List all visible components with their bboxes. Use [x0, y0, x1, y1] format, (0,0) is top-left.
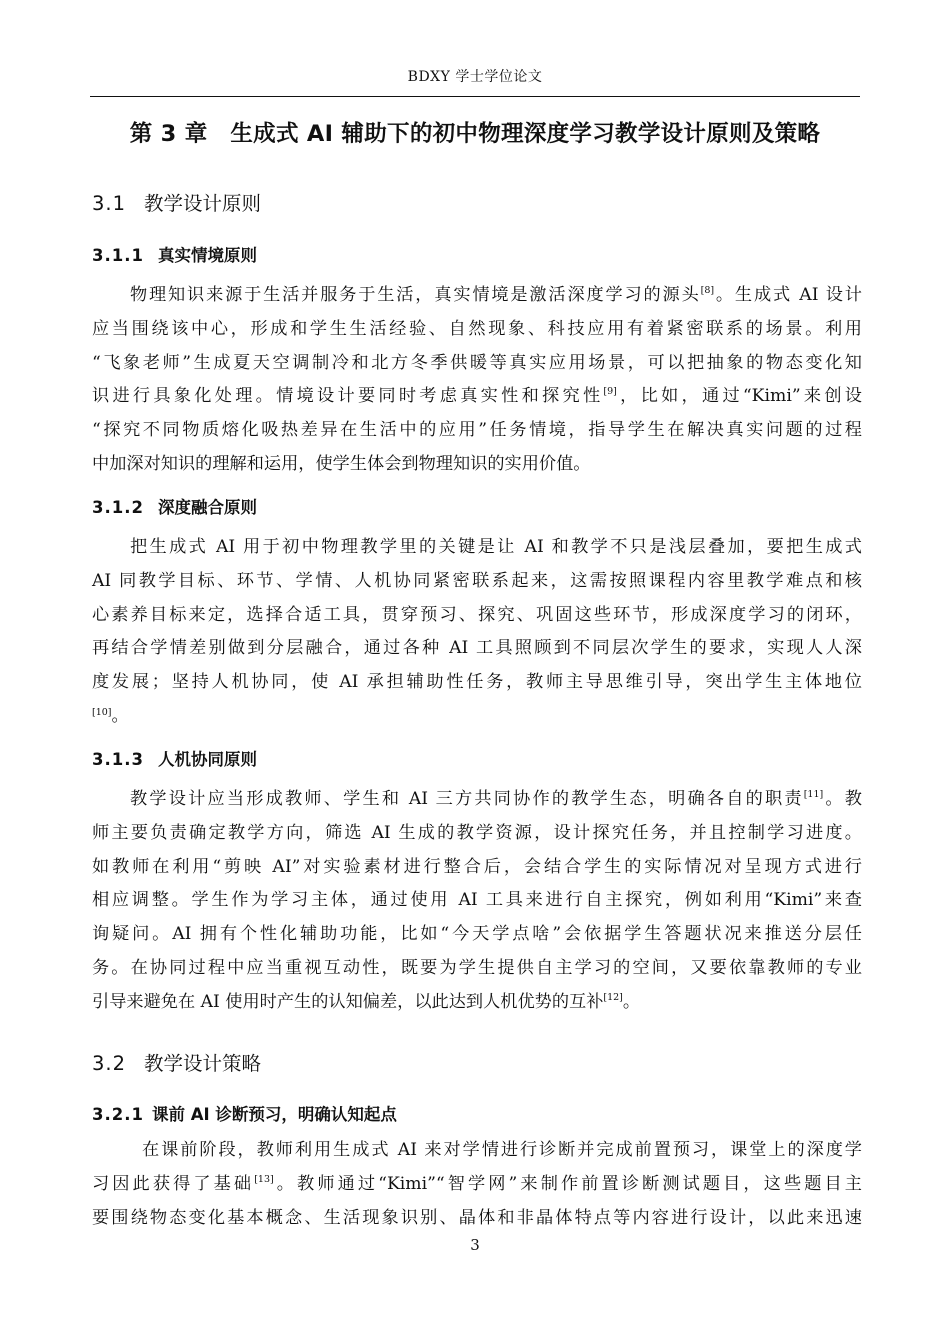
citation: [11]	[803, 789, 824, 800]
citation: [9]	[603, 386, 617, 398]
header-rule	[90, 96, 860, 97]
paragraph-line: “飞象老师”生成夏天空调制冷和北方冬季供暖等真实应用场景，可以把抽象的物态变化知	[92, 352, 862, 373]
subsection-heading-3-1-3	[92, 746, 257, 770]
subsection-number: 3.2.1	[92, 1105, 144, 1124]
paragraph-line: 务。在协同过程中应当重视互动性，既要为学生提供自主学习的空间，又要依靠教师的专业	[92, 957, 862, 978]
paragraph-line: AI 同教学目标、环节、学情、人机协同紧密联系起来，这需按照课程内容里教学难点和核	[92, 570, 862, 591]
subsection-heading-3-1-1	[92, 242, 257, 266]
citation: [12]	[603, 991, 623, 1003]
section-heading-3-2	[92, 1048, 261, 1076]
paragraph-3-1-2	[92, 531, 862, 734]
paragraph-line: “探究不同物质熔化吸热差异在生活中的应用”任务情境，指导学生在解决真实问题的过程	[92, 420, 862, 441]
section-number: 3.1	[92, 192, 127, 215]
paragraph-3-1-1	[92, 279, 862, 482]
page-number: 3	[470, 1236, 480, 1254]
citation: [10]	[92, 706, 112, 718]
subsection-number: 3.1.1	[92, 246, 144, 265]
paragraph-line: 度发展；坚持人机协同，使 AI 承担辅助性任务，教师主导思维引导，突出学生主体地位	[92, 672, 862, 693]
subsection-number: 3.1.2	[92, 498, 144, 517]
paragraph-line: 识进行具象化处理。情境设计要同时考虑真实性和探究性[9]，比如，通过“Kimi”来创设	[92, 386, 862, 407]
paragraph-line: 询疑问。AI 拥有个性化辅助功能，比如“今天学点啥”会依据学生答题状况来推送分层任	[92, 924, 862, 945]
subsection-title: 人机协同原则	[157, 750, 257, 769]
paragraph-line: [10]。	[92, 705, 129, 726]
subsection-heading-3-2-1	[92, 1101, 397, 1125]
paragraph-3-2-1	[92, 1134, 862, 1235]
paragraph-line: 如教师在利用“剪映 AI”对实验素材进行整合后，会结合学生的实际情况对呈现方式进行	[92, 856, 862, 877]
paragraph-line: 要围绕物态变化基本概念、生活现象识别、晶体和非晶体特点等内容进行设计，以此来迅速	[92, 1207, 862, 1228]
subsection-title: 课前 AI 诊断预习，明确认知起点	[151, 1105, 397, 1124]
section-title: 教学设计策略	[144, 1052, 262, 1075]
paragraph-line: 物理知识来源于生活并服务于生活，真实情境是激活深度学习的源头[8]。生成式 AI 设计	[130, 285, 862, 305]
citation: [8]	[700, 285, 715, 296]
paragraph-3-1-3	[92, 783, 862, 1020]
paragraph-line: 相应调整。学生作为学习主体，通过使用 AI 工具来进行自主探究，例如利用“Kimi”来查	[92, 890, 862, 911]
paragraph-line: 师主要负责确定教学方向，筛选 AI 生成的教学资源，设计探究任务，并且控制学习进度。	[92, 822, 862, 843]
running-header: BDXY 学士学位论文	[407, 69, 543, 85]
paragraph-line: 引导来避免在 AI 使用时产生的认知偏差，以此达到人机优势的互补[12]。	[92, 991, 641, 1012]
paragraph-line: 中加深对知识的理解和运用，使学生体会到物理知识的实用价值。	[92, 453, 591, 474]
paragraph-line: 再结合学情差别做到分层融合，通过各种 AI 工具照顾到不同层次学生的要求，实现人人深	[92, 638, 862, 659]
section-heading-3-1	[92, 188, 261, 216]
paragraph-line: 在课前阶段，教师利用生成式 AI 来对学情进行诊断并完成前置预习，课堂上的深度学	[142, 1140, 862, 1160]
paragraph-line: 应当围绕该中心，形成和学生生活经验、自然现象、科技应用有着紧密联系的场景。利用	[92, 318, 862, 339]
subsection-heading-3-1-2	[92, 494, 257, 518]
paragraph-line: 教学设计应当形成教师、学生和 AI 三方共同协作的教学生态，明确各自的职责[11]。教	[130, 789, 862, 809]
subsection-title: 真实情境原则	[157, 246, 257, 265]
paragraph-line: 习因此获得了基础[13]。教师通过“Kimi”“智学网”来制作前置诊断测试题目，这些题目主	[92, 1173, 862, 1194]
section-number: 3.2	[92, 1052, 127, 1075]
paragraph-line: 心素养目标来定，选择合适工具，贯穿预习、探究、巩固这些环节，形成深度学习的闭环，	[92, 604, 862, 625]
chapter-title: 第 3 章 生成式 AI 辅助下的初中物理深度学习教学设计原则及策略	[129, 121, 821, 147]
citation: [13]	[254, 1173, 274, 1185]
subsection-title: 深度融合原则	[157, 498, 257, 517]
section-title: 教学设计原则	[144, 192, 262, 215]
subsection-number: 3.1.3	[92, 750, 144, 769]
paragraph-line: 把生成式 AI 用于初中物理教学里的关键是让 AI 和教学不只是浅层叠加，要把生成式	[130, 537, 862, 557]
